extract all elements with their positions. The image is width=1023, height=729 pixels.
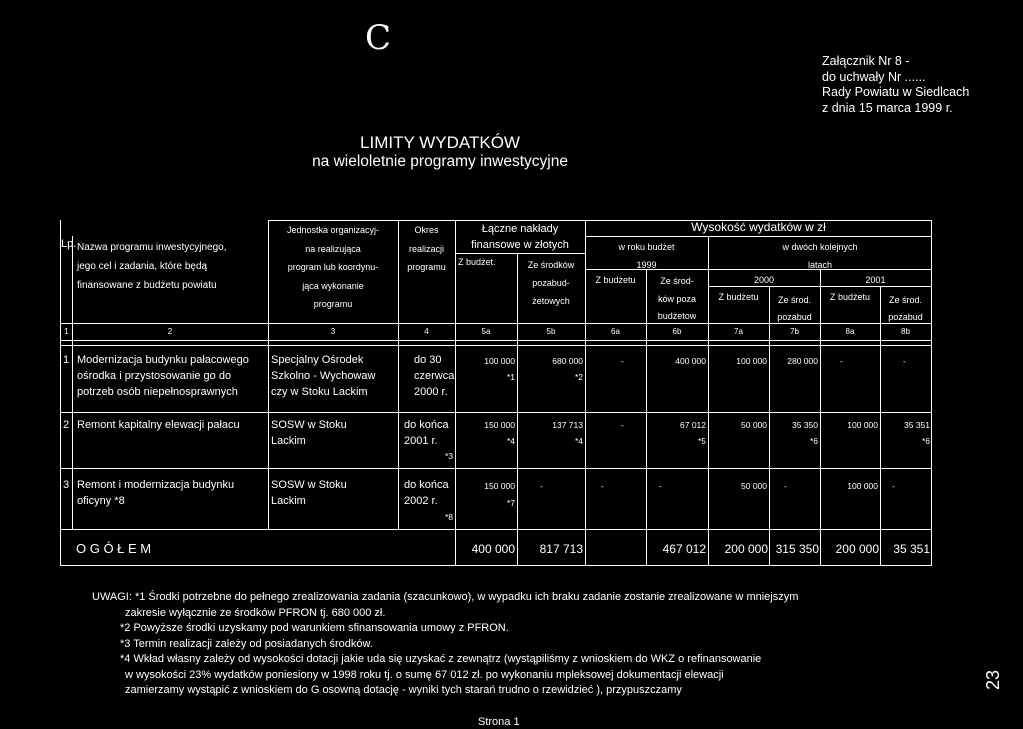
row-name: Remont i modernizacja budynku oficyny *8 <box>77 479 235 507</box>
row-period: do końca 2001 r. <box>404 419 449 447</box>
page-subtitle: na wieloletnie programy inwestycyjne <box>312 153 568 170</box>
header-period: Okres realizacji programu <box>407 225 446 272</box>
header-year-budget: Z budżetu <box>595 275 636 285</box>
row-n5b: *4 <box>574 436 583 446</box>
header-2001-other: Ze środ. pozabud <box>888 295 923 322</box>
row-period: do końca 2002 r. <box>404 479 449 507</box>
row-n5a: *7 <box>506 498 515 508</box>
page-footer: Strona 1 <box>478 716 520 728</box>
row-v7b: 280 000 <box>787 356 818 366</box>
header-2000: 2000 <box>753 275 775 285</box>
header-totals-other: Ze środków pozabud- żetowych <box>527 260 575 306</box>
row-v8a: - <box>840 356 843 366</box>
total-v7a: 200 000 <box>724 542 768 556</box>
row-name: Modernizacja budynku pałacowego ośrodka i przystosowanie go do potrzeb osób niepełnosprawnych <box>77 354 249 398</box>
row-v8b: - <box>903 356 906 366</box>
header-2000-budget: Z budżetu <box>718 292 759 302</box>
row-v6a: - <box>621 356 624 366</box>
annex-block <box>822 54 969 116</box>
row-v6b: - <box>659 481 662 491</box>
header-unit: Jednostka organizacyj- na realizująca program lub koordynu- jąca wykonanie programu <box>286 225 380 309</box>
row-name: Remont kapitalny elewacji pałacu <box>77 419 240 431</box>
row-v6b: 67 012 <box>680 420 706 430</box>
header-year-group: w roku budżet 1999 <box>618 242 675 270</box>
header-2001: 2001 <box>865 275 886 285</box>
header-totals-budget: Z budżet. <box>458 257 496 267</box>
row-n6b: *5 <box>697 436 706 446</box>
annex-line: z dnia 15 marca 1999 r. <box>822 100 953 115</box>
row-period-note: *3 <box>445 451 454 461</box>
row-v7b: - <box>784 481 787 491</box>
row-v8a: 100 000 <box>847 481 878 491</box>
col-number: 8b <box>901 327 910 336</box>
annex-line: do uchwały Nr ...... <box>822 69 926 84</box>
row-v8b: - <box>892 481 895 491</box>
note-line: zakresie wyłącznie ze środków PFRON tj. 680 000 zł. <box>125 606 386 619</box>
row-v5a: 150 000 <box>484 420 515 430</box>
note-line: *3 Termin realizacji zależy od posiadanych środków. <box>120 637 373 650</box>
col-number: 6a <box>611 327 620 336</box>
col-number: 1 <box>64 327 69 336</box>
notes-block <box>92 590 798 699</box>
col-number: 6b <box>672 327 682 336</box>
header-amount: Wysokość wydatków w zł <box>691 220 826 234</box>
col-number: 3 <box>330 327 336 336</box>
header-name: Nazwa programu inwestycyjnego, jego cel i zadania, które będą finansowane z budżetu powiatu <box>77 242 227 291</box>
header-lp: Lp. <box>61 238 77 250</box>
header-next-group: w dwóch kolejnych latach <box>782 242 858 270</box>
row-v7b: 35 350 <box>792 420 818 430</box>
total-v8b: 35 351 <box>893 542 930 556</box>
note-line: zamierzamy wystąpić z wnioskiem do G osowną dotację - wyniki tych starań trudno o rzewidzieć ), przypuszczamy <box>125 684 682 696</box>
row-n8b: *6 <box>921 436 930 446</box>
total-v7b: 315 350 <box>775 542 819 556</box>
row-v5b: 680 000 <box>552 356 583 366</box>
total-label: O G Ó Ł E M <box>76 541 152 556</box>
row-v7a: 50 000 <box>741 420 767 430</box>
row-v6b: 400 000 <box>675 356 706 366</box>
row-n5a: *1 <box>506 372 515 382</box>
row-v5a: 100 000 <box>484 356 515 366</box>
row-v5a: 150 000 <box>484 481 515 491</box>
row-period-note: *8 <box>445 512 454 522</box>
header-2000-other: Ze środ. pozabud <box>777 295 812 322</box>
col-number: 2 <box>167 327 173 336</box>
row-v7a: 50 000 <box>741 481 767 491</box>
row-unit: SOSW w Stoku Lackim <box>271 479 347 507</box>
col-number: 7a <box>734 327 743 336</box>
header-year-other: Ze środ- ków poza budżetow <box>657 276 697 321</box>
note-line: w wysokości 23% wydatków poniesiony w 1998 roku tj. o sumę 67 012 zł. po wykonaniu mpleksowej dokumentacji elewacji <box>125 668 724 681</box>
row-v5b: - <box>540 481 543 491</box>
total-v5b: 817 713 <box>539 542 583 556</box>
row-v8a: 100 000 <box>847 420 878 430</box>
col-number: 8a <box>845 327 855 336</box>
header-2001-budget: Z budżetu <box>829 292 871 302</box>
row-n7b: *6 <box>809 436 818 446</box>
row-n5a: *4 <box>506 436 515 446</box>
total-v5a: 400 000 <box>471 542 515 556</box>
row-lp: 3 <box>62 479 70 491</box>
total-v8a: 200 000 <box>835 542 879 556</box>
row-period: do 30 czerwca 2000 r. <box>414 354 455 398</box>
col-number: 5a <box>481 327 491 336</box>
note-line: UWAGI: *1 Środki potrzebne do pełnego zrealizowania zadania (szacunkowo), w wypadku ich braku zadanie zostanie zrealizowane w mniejszym <box>92 591 799 603</box>
row-lp: 1 <box>62 354 70 366</box>
row-v6a: - <box>621 420 624 430</box>
page-title: LIMITY WYDATKÓW <box>360 133 520 152</box>
annex-line: Załącznik Nr 8 - <box>822 54 910 68</box>
row-lp: 2 <box>62 419 70 431</box>
col-number: 5b <box>546 327 556 336</box>
header-totals: Łączne nakłady finansowe w złotych <box>471 223 569 251</box>
note-line: *2 Powyższe środki uzyskamy pod warunkiem sfinansowania umowy z PFRON. <box>120 622 509 634</box>
annex-line: Rady Powiatu w Siedlcach <box>822 85 970 99</box>
row-n5b: *2 <box>574 372 583 382</box>
handwritten-mark: C <box>365 18 392 58</box>
total-v6b: 467 012 <box>662 542 706 556</box>
row-v5b: 137 713 <box>552 420 583 430</box>
col-number: 4 <box>424 327 429 336</box>
note-line: *4 Wkład własny zależy od wysokości dotacji jakie uda się uzyskać z zewnątrz (wystąpiliśmy z wnioskiem do WKZ o refinansowanie <box>120 653 762 665</box>
row-unit: SOSW w Stoku Lackim <box>271 419 347 447</box>
col-number: 7b <box>790 327 799 336</box>
margin-number: 23 <box>983 669 1003 690</box>
row-v6a: - <box>601 481 604 491</box>
row-v8b: 35 351 <box>904 420 930 430</box>
row-unit: Specjalny Ośrodek Szkolno - Wychowaw czy w Stoku Lackim <box>271 354 376 398</box>
row-v7a: 100 000 <box>736 356 767 366</box>
